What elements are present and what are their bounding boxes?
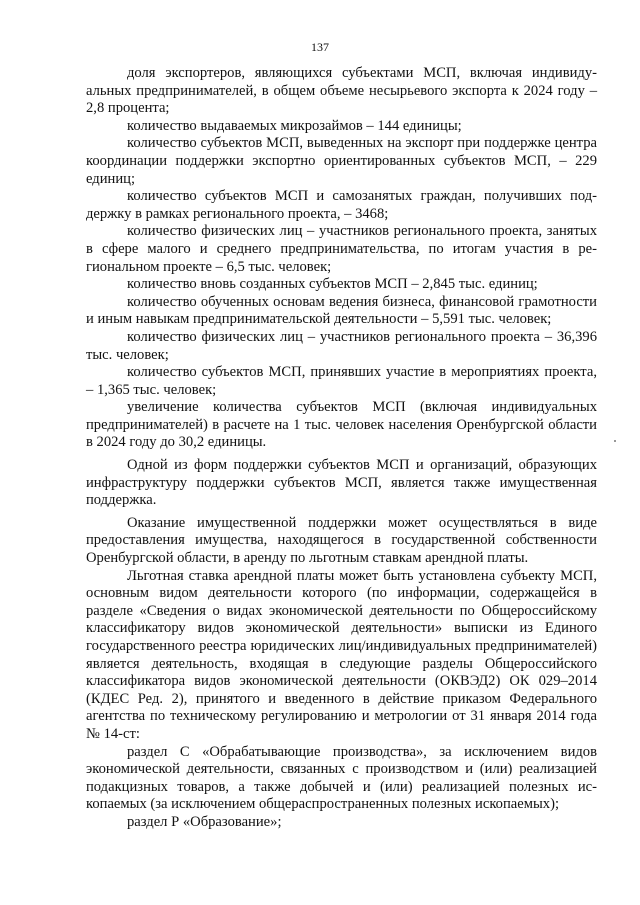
paragraph-section-p: раздел Р «Образование»; xyxy=(127,813,282,830)
paragraph-preferential-rate: Льготная ставка арендной платы может быть установлена субъекту МСП, основным видом деятельности которого (по информации, содержащейся в разделе «Сведения о видах экономической деятельности по Общероссийскому классификатору видов экономической деятельности» выписки из Единого государственного реестра юридических лиц/индивидуальных предпринимателей) является деятельность, входящая в следующие разделы Общероссийского классификатора видов экономической деятельности (ОКВЭД2) ОК 029–2014 (КДЕС Ред. 2), принятого и введенного в действие приказом Федерального агентства по техническому регулированию и метрологии от 31 января 2014 года № 14-ст: xyxy=(86,567,597,742)
paragraph-export-share: доля экспортеров, являющихся субъектами МСП, включая индивидуальных предпринимателей, в общем объеме несырьевого экспорта к 2024 году – 2,8 процента; xyxy=(86,65,597,117)
paragraph-event-participants: количество субъектов МСП, принявших участие в мероприятиях проекта, – 1,365 тыс. человек; xyxy=(86,364,597,398)
paragraph-section-c: раздел С «Обрабатывающие производства», за исключением видов экономической деятельности, связанных с производством и (или) реализацией подакцизных товаров, а также добычей и (или) реализацией полезных ископаемых (за исключением общераспространенных полезных ископаемых); xyxy=(86,743,597,813)
paragraph-microloans: количество выдаваемых микрозаймов – 144 единицы; xyxy=(127,117,462,134)
document-body xyxy=(86,65,597,832)
paragraph-new-subjects: количество вновь созданных субъектов МСП – 2,845 тыс. единиц; xyxy=(127,276,538,293)
paragraph-subject-growth: увеличение количества субъектов МСП (включая индивидуальных предпринимателей) в расчете на 1 тыс. человек населения Оренбургской области в 2024 году до 30,2 единицы. xyxy=(86,399,597,451)
page-number: 137 xyxy=(311,40,329,54)
paragraph-export-subjects: количество субъектов МСП, выведенных на экспорт при поддержке центра координации поддержки экспортно ориентированных субъектов МСП, – 229 единиц; xyxy=(86,135,597,187)
paragraph-employed-participants: количество физических лиц – участников регионального проекта, занятых в сфере малого и среднего предпринимательства, по итогам участия в региональном проекте – 6,5 тыс. человек; xyxy=(86,223,597,275)
paragraph-project-participants: количество физических лиц – участников регионального проекта – 36,396 тыс. человек; xyxy=(86,328,597,363)
paragraph-property-support-form: Одной из форм поддержки субъектов МСП и организаций, образующих инфраструктуру поддержки субъектов МСП, является также имущественная поддержка. xyxy=(86,457,597,509)
paragraph-supported-subjects: количество субъектов МСП и самозанятых граждан, получивших поддержку в рамках регионального проекта, – 3468; xyxy=(86,188,597,222)
paragraph-property-support-provision: Оказание имущественной поддержки может осуществляться в виде предоставления имущества, находящегося в государственной собственности Оренбургской области, в аренду по льготным ставкам арендной платы. xyxy=(86,514,597,567)
paragraph-trained-people: количество обученных основам ведения бизнеса, финансовой грамотности и иным навыкам предпринимательской деятельности – 5,591 тыс. человек; xyxy=(86,293,597,328)
scan-speck xyxy=(614,440,616,442)
